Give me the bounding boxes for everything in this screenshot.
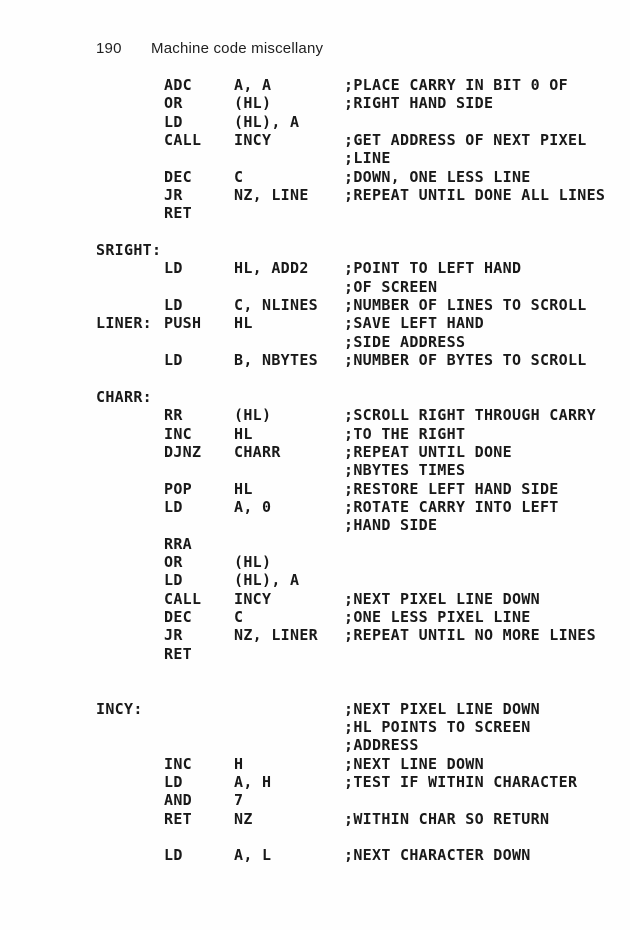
code-comment: ;NUMBER OF LINES TO SCROLL <box>344 296 587 315</box>
code-operand: H <box>234 754 244 773</box>
code-comment: ;NEXT PIXEL LINE DOWN <box>344 699 540 718</box>
code-opcode: LD <box>164 112 183 131</box>
code-operand: C, NLINES <box>234 296 318 315</box>
code-label: LINER: <box>96 314 152 333</box>
code-opcode: LD <box>164 497 183 516</box>
code-opcode: RET <box>164 204 192 223</box>
code-operand: A, H <box>234 773 272 792</box>
code-label: SRIGHT: <box>96 241 162 260</box>
code-operand: INCY <box>234 131 272 150</box>
code-opcode: RR <box>164 406 183 425</box>
code-opcode: ADC <box>164 76 192 94</box>
code-label: CHARR: <box>96 387 152 406</box>
code-operand: (HL), A <box>234 571 300 590</box>
code-operand: C <box>234 167 244 186</box>
code-line <box>96 848 616 866</box>
code-comment: ;POINT TO LEFT HAND <box>344 259 522 278</box>
code-comment: ;WITHIN CHAR SO RETURN <box>344 809 550 828</box>
code-operand: INCY <box>234 589 272 608</box>
code-opcode: CALL <box>164 589 202 608</box>
code-opcode: DJNZ <box>164 442 202 461</box>
code-opcode: LD <box>164 773 183 792</box>
code-opcode: DEC <box>164 167 192 186</box>
code-line <box>96 463 616 481</box>
code-operand: (HL) <box>234 552 272 571</box>
code-line <box>96 644 616 665</box>
code-operand: NZ, LINER <box>234 626 318 645</box>
code-line <box>96 573 616 591</box>
code-comment: ;NBYTES TIMES <box>344 461 466 480</box>
code-comment: ;ADDRESS <box>344 736 419 755</box>
code-comment: ;HAND SIDE <box>344 516 438 535</box>
code-comment: ;SIDE ADDRESS <box>344 332 466 351</box>
code-operand: (HL) <box>234 406 272 425</box>
code-comment: ;TEST IF WITHIN CHARACTER <box>344 773 578 792</box>
code-opcode: INC <box>164 424 192 443</box>
code-opcode: INC <box>164 754 192 773</box>
chapter-title: Machine code miscellany <box>151 40 324 57</box>
code-opcode: RET <box>164 809 192 828</box>
page-number: 190 <box>96 40 122 57</box>
code-operand: A, A <box>234 76 272 94</box>
code-opcode: PUSH <box>164 314 202 333</box>
code-comment: ;GET ADDRESS OF NEXT PIXEL <box>344 131 587 150</box>
code-operand: HL <box>234 479 253 498</box>
code-line <box>96 809 616 830</box>
code-comment: ;NEXT PIXEL LINE DOWN <box>344 589 540 608</box>
code-line <box>96 408 616 426</box>
code-line <box>96 206 616 224</box>
code-operand: CHARR <box>234 442 281 461</box>
code-line <box>96 793 616 811</box>
code-operand: (HL), A <box>234 112 300 131</box>
code-opcode: OR <box>164 552 183 571</box>
code-comment: ;NEXT CHARACTER DOWN <box>344 846 531 865</box>
code-opcode: OR <box>164 94 183 113</box>
code-comment: ;NEXT LINE DOWN <box>344 754 484 773</box>
running-head <box>96 40 323 57</box>
code-opcode: LD <box>164 846 183 865</box>
code-line <box>96 738 616 756</box>
code-line <box>96 372 616 390</box>
code-opcode: AND <box>164 791 192 810</box>
code-operand: B, NBYTES <box>234 351 318 370</box>
code-comment: ;OF SCREEN <box>344 277 438 296</box>
code-opcode: JR <box>164 626 183 645</box>
code-opcode: LD <box>164 351 183 370</box>
code-opcode: LD <box>164 571 183 590</box>
code-line <box>96 665 616 683</box>
code-operand: A, 0 <box>234 497 272 516</box>
code-listing <box>96 78 616 867</box>
code-comment: ;RIGHT HAND SIDE <box>344 94 494 113</box>
code-opcode: CALL <box>164 131 202 150</box>
code-opcode: LD <box>164 296 183 315</box>
code-comment: ;TO THE RIGHT <box>344 424 466 443</box>
code-operand: NZ, LINE <box>234 186 309 205</box>
code-comment: ;PLACE CARRY IN BIT 0 OF <box>344 76 568 94</box>
code-comment: ;RESTORE LEFT HAND SIDE <box>344 479 559 498</box>
code-line <box>96 353 616 371</box>
code-line <box>96 225 616 243</box>
code-opcode: DEC <box>164 607 192 626</box>
code-label: INCY: <box>96 699 143 718</box>
code-comment: ;SAVE LEFT HAND <box>344 314 484 333</box>
code-operand: A, L <box>234 846 272 865</box>
code-line <box>96 151 616 169</box>
code-operand: HL <box>234 424 253 443</box>
code-operand: HL <box>234 314 253 333</box>
code-comment: ;DOWN, ONE LESS LINE <box>344 167 531 186</box>
code-line <box>96 628 616 646</box>
code-comment: ;ONE LESS PIXEL LINE <box>344 607 531 626</box>
code-opcode: RET <box>164 644 192 663</box>
code-comment: ;REPEAT UNTIL DONE ALL LINES <box>344 186 606 205</box>
code-comment: ;NUMBER OF BYTES TO SCROLL <box>344 351 587 370</box>
code-comment: ;REPEAT UNTIL NO MORE LINES <box>344 626 596 645</box>
code-comment: ;ROTATE CARRY INTO LEFT <box>344 497 559 516</box>
code-opcode: RRA <box>164 534 192 553</box>
code-operand: C <box>234 607 244 626</box>
code-comment: ;REPEAT UNTIL DONE <box>344 442 512 461</box>
code-comment: ;SCROLL RIGHT THROUGH CARRY <box>344 406 596 425</box>
code-opcode: JR <box>164 186 183 205</box>
code-line <box>96 518 616 536</box>
code-operand: 7 <box>234 791 244 810</box>
code-opcode: POP <box>164 479 192 498</box>
code-comment: ;HL POINTS TO SCREEN <box>344 718 531 737</box>
code-operand: (HL) <box>234 94 272 113</box>
code-comment: ;LINE <box>344 149 391 168</box>
code-operand: NZ <box>234 809 253 828</box>
code-line <box>96 96 616 114</box>
code-line <box>96 683 616 701</box>
code-opcode: LD <box>164 259 183 278</box>
code-operand: HL, ADD2 <box>234 259 309 278</box>
